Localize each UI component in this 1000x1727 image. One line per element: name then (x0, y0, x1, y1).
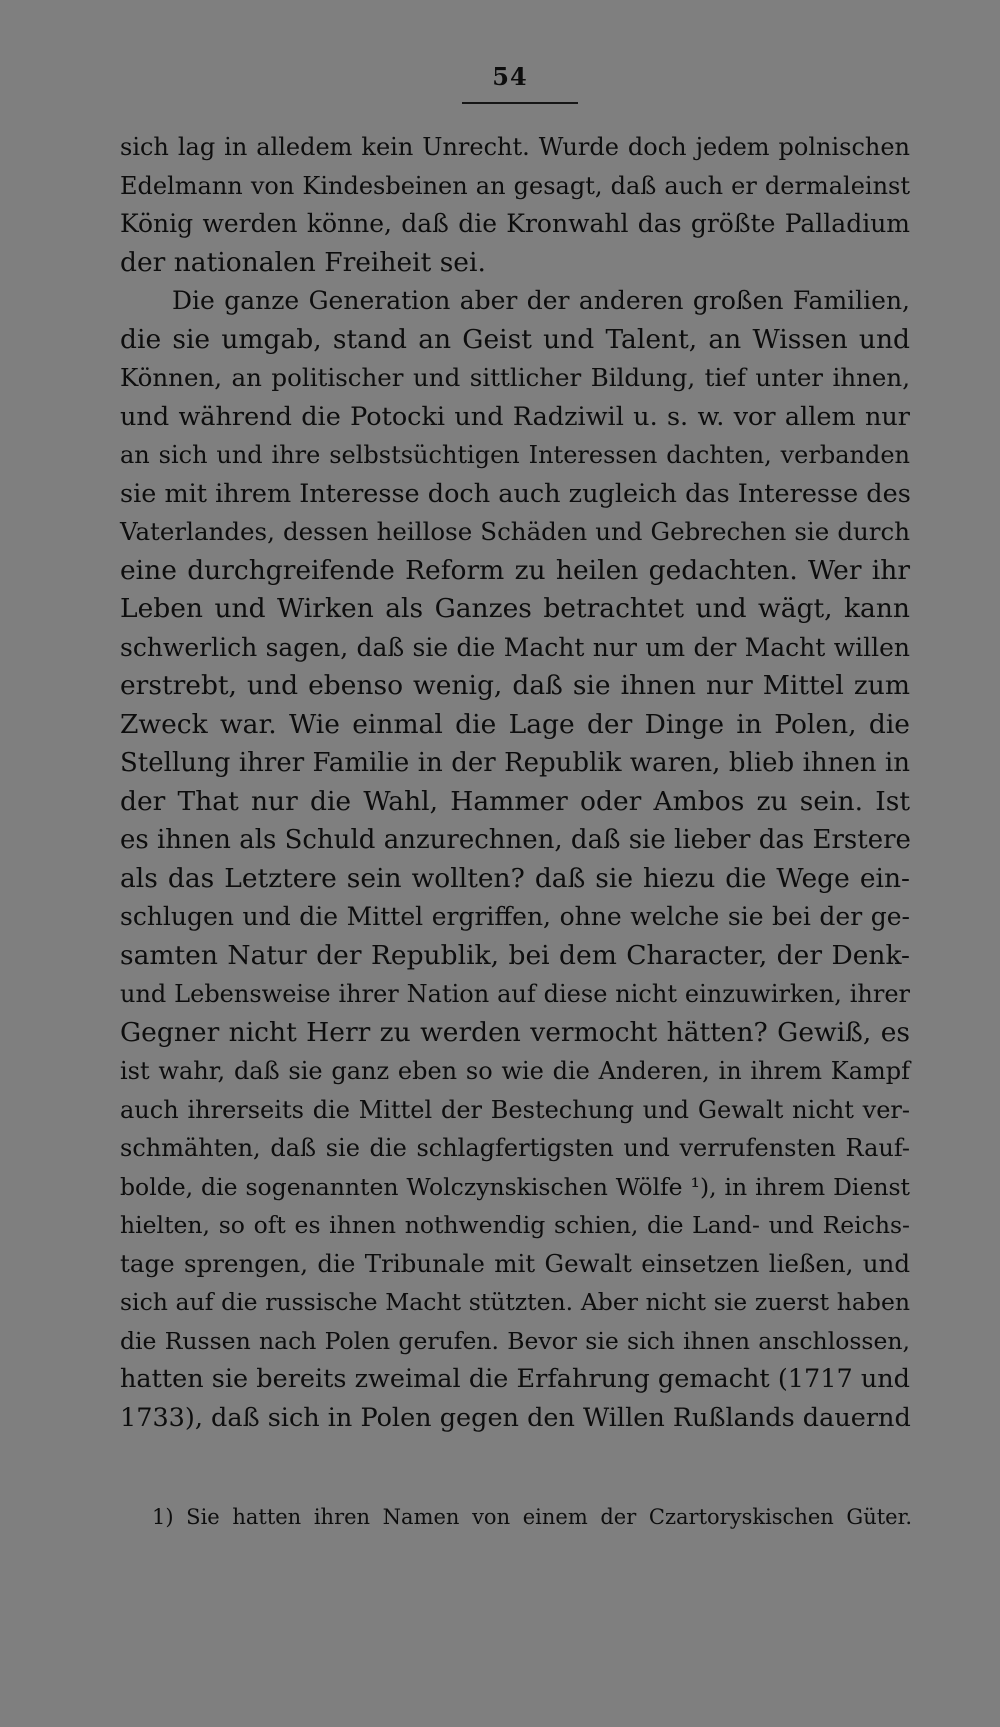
text-line: schmähten, daß sie die schlagfertigsten und verrufensten Rauf- (120, 1134, 910, 1162)
text-line: es ihnen als Schuld anzurechnen, daß sie lieber das Erstere (120, 825, 911, 855)
text-line: schlugen und die Mittel ergriffen, ohne welche sie bei der ge- (120, 902, 910, 931)
text-line: ist wahr, daß sie ganz eben so wie die Anderen, in ihrem Kampf (120, 1057, 910, 1085)
text-line: als das Letztere sein wollten? daß sie hiezu die Wege ein- (120, 862, 910, 894)
footnote: 1) Sie hatten ihren Namen von einem der Czartoryskischen Güter. (152, 1505, 912, 1529)
text-line: Können, an politischer und sittlicher Bildung, tief unter ihnen, (120, 363, 910, 392)
text-line: und Lebensweise ihrer Nation auf diese nicht einzuwirken, ihrer (120, 980, 910, 1008)
text-line: König werden könne, daß die Kronwahl das größte Palladium (120, 209, 910, 238)
text-line: Die ganze Generation aber der anderen großen Familien, (172, 286, 910, 315)
text-line: sich auf die russische Macht stützten. Aber nicht sie zuerst haben (120, 1288, 910, 1316)
text-line: eine durchgreifende Reform zu heilen gedachten. Wer ihr (120, 554, 910, 586)
body-text (120, 128, 910, 1437)
text-line: der nationalen Freiheit sei. (120, 246, 486, 278)
text-line: erstrebt, und ebenso wenig, daß sie ihnen nur Mittel zum (120, 670, 910, 701)
text-line: schwerlich sagen, daß sie die Macht nur um der Macht willen (120, 632, 910, 662)
text-line: tage sprengen, die Tribunale mit Gewalt einsetzen ließen, und (120, 1248, 910, 1278)
text-line: die Russen nach Polen gerufen. Bevor sie sich ihnen anschlossen, (120, 1326, 910, 1355)
text-line: Vaterlandes, dessen heillose Schäden und Gebrechen sie durch (120, 517, 910, 546)
text-line: samten Natur der Republik, bei dem Character, der Denk- (120, 939, 910, 971)
text-line: 1733), daß sich in Polen gegen den Willen Rußlands dauernd (120, 1402, 911, 1433)
text-line: an sich und ihre selbstsüchtigen Interessen dachten, verbanden (120, 441, 910, 469)
page-number: 54 (492, 62, 528, 91)
text-line: und während die Potocki und Radziwil u. s. w. vor allem nur (120, 401, 910, 432)
text-line: Zweck war. Wie einmal die Lage der Dinge in Polen, die (120, 708, 910, 740)
text-line: sich lag in alledem kein Unrecht. Wurde doch jedem polnischen (120, 133, 910, 161)
text-line: sie mit ihrem Interesse doch auch zugleich das Interesse des (120, 478, 911, 509)
text-line: Stellung ihrer Familie in der Republik waren, blieb ihnen in (120, 748, 910, 778)
page-number-rule (462, 102, 578, 104)
text-line: die sie umgab, stand an Geist und Talent, an Wissen und (120, 323, 910, 355)
text-line: Gegner nicht Herr zu werden vermocht hätten? Gewiß, es (120, 1016, 910, 1048)
text-line: hatten sie bereits zweimal die Erfahrung gemacht (1717 und (120, 1364, 910, 1394)
text-line: der That nur die Wahl, Hammer oder Ambos zu sein. Ist (120, 785, 910, 817)
text-line: bolde, die sogenannten Wolczynskischen Wölfe ¹), in ihrem Dienst (120, 1172, 910, 1201)
text-line: Leben und Wirken als Ganzes betrachtet und wägt, kann (120, 593, 910, 624)
text-line: auch ihrerseits die Mittel der Bestechung und Gewalt nicht ver- (120, 1095, 910, 1124)
text-line: hielten, so oft es ihnen nothwendig schien, die Land- und Reichs- (120, 1211, 910, 1239)
text-line: Edelmann von Kindesbeinen an gesagt, daß auch er dermaleinst (120, 171, 910, 200)
